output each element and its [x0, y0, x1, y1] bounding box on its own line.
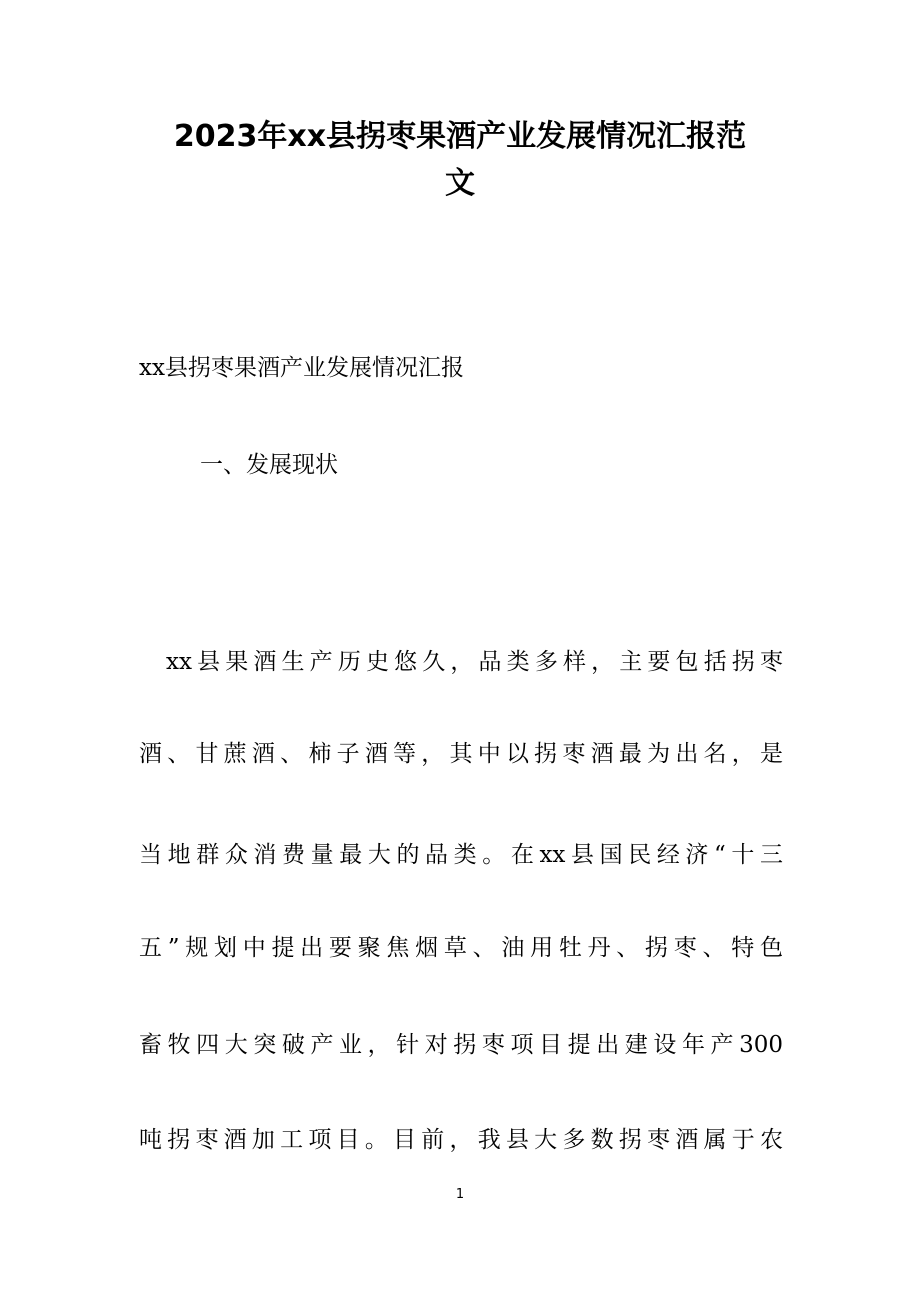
document-title-line-2: 文	[445, 166, 475, 201]
paragraph-line-1: xx县果酒生产历史悠久，品类多样，主要包括拐枣	[166, 649, 783, 675]
section-heading: 一、发展现状	[200, 452, 338, 478]
document-subtitle: xx县拐枣果酒产业发展情况汇报	[139, 355, 464, 381]
paragraph-line-3: 当地群众消费量最大的品类。在xx县国民经济“十三	[139, 842, 783, 868]
paragraph-line-6: 吨拐枣酒加工项目。目前，我县大多数拐枣酒属于农	[139, 1127, 783, 1153]
paragraph-line-2: 酒、甘蔗酒、柿子酒等，其中以拐枣酒最为出名，是	[139, 741, 783, 767]
document-title-line-1: 2023年xx县拐枣果酒产业发展情况汇报范	[173, 119, 747, 154]
paragraph-line-4: 五”规划中提出要聚焦烟草、油用牡丹、拐枣、特色	[139, 935, 783, 961]
paragraph-line-5: 畜牧四大突破产业，针对拐枣项目提出建设年产300	[139, 1032, 783, 1058]
page-number: 1	[455, 1187, 465, 1202]
